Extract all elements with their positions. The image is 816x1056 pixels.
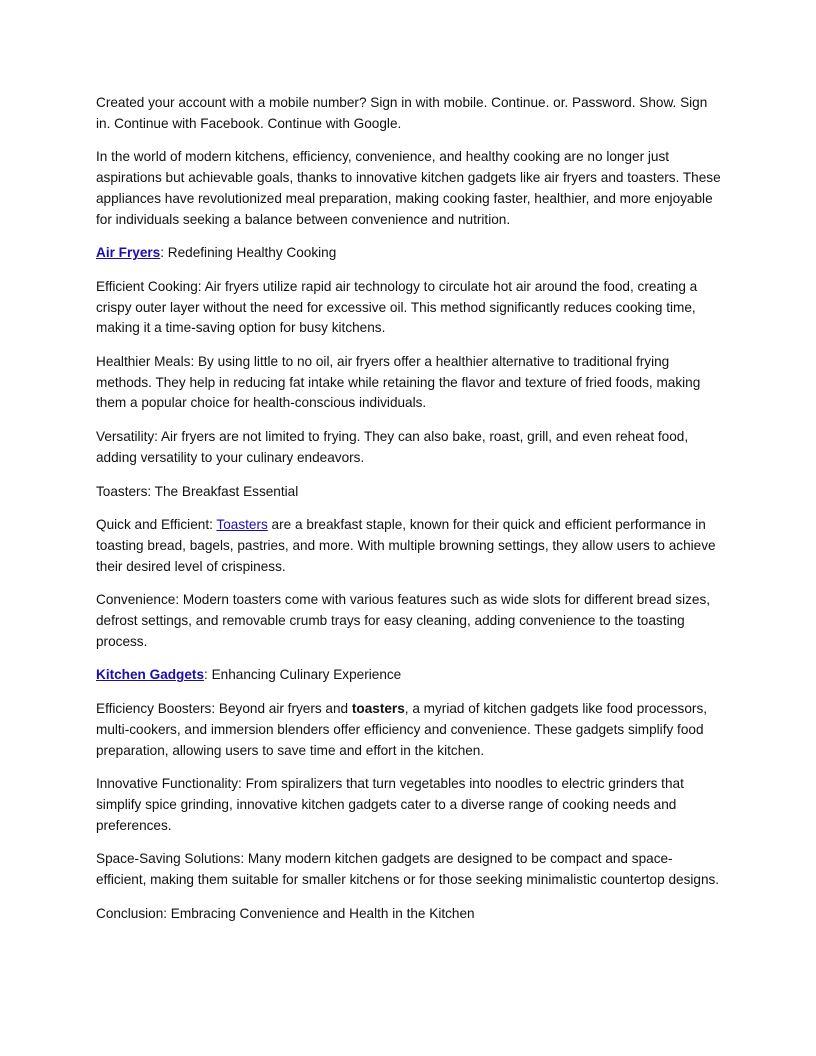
quick-efficient-text: are a breakfast staple, known for their quick and efficient performance in toasting bread, bagels, pastries, and more. With multiple browning settings, they allow users to achieve their desired level of crispiness. xyxy=(96,517,716,574)
space-saving-paragraph: Space-Saving Solutions: Many modern kitchen gadgets are designed to be compact and space-efficient, making them suitable for smaller kitchens or for those seeking minimalistic countertop designs. xyxy=(96,851,720,888)
convenience-paragraph: Convenience: Modern toasters come with various features such as wide slots for different bread sizes, defrost settings, and removable crumb trays for easy cleaning, adding convenience to the toasting process. xyxy=(96,592,711,649)
conclusion-heading: Conclusion: Embracing Convenience and Health in the Kitchen xyxy=(96,905,475,921)
efficiency-boosters-text: , a myriad of kitchen gadgets like food processors, multi-cookers, and immersion blenders offer efficiency and convenience. These gadgets simplify food preparation, allowing users to save time and effort in the kitchen. xyxy=(96,701,708,758)
quick-efficient-paragraph xyxy=(96,515,722,577)
toasters-link[interactable]: Toasters xyxy=(216,517,268,533)
quick-efficient-prefix: Quick and Efficient: xyxy=(96,517,217,533)
kitchen-gadgets-heading xyxy=(96,665,722,686)
healthier-meals-paragraph: Healthier Meals: By using little to no oil, air fryers offer a healthier alternative to traditional frying methods. They help in reducing fat intake while retaining the flavor and texture of fried foods, making them a popular choice for health-conscious individuals. xyxy=(96,354,701,411)
signin-paragraph: Created your account with a mobile number? Sign in with mobile. Continue. or. Password. Show. Sign in. Continue with Facebook. Continue with Google. xyxy=(96,95,708,131)
efficiency-boosters-bold: toasters xyxy=(351,701,405,717)
intro-paragraph: In the world of modern kitchens, efficiency, convenience, and healthy cooking are no longer just aspirations but achievable goals, thanks to innovative kitchen gadgets like air fryers and toasters. These appliances have revolutionized meal preparation, making cooking faster, healthier, and more enjoyable for individuals seeking a balance between convenience and nutrition. xyxy=(96,149,721,227)
document-page xyxy=(96,93,722,938)
innovative-functionality-paragraph: Innovative Functionality: From spiralizers that turn vegetables into noodles to electric grinders that simplify spice grinding, innovative kitchen gadgets cater to a diverse range of cooking needs and preferences. xyxy=(96,776,684,833)
efficiency-boosters-paragraph xyxy=(96,699,722,761)
efficient-cooking-paragraph: Efficient Cooking: Air fryers utilize rapid air technology to circulate hot air around the food, creating a crispy outer layer without the need for excessive oil. This method significantly reduces cooking time, making it a time-saving option for busy kitchens. xyxy=(96,278,698,336)
air-fryers-heading-text: : Redefining Healthy Cooking xyxy=(160,245,337,261)
air-fryers-heading xyxy=(96,243,722,264)
kitchen-gadgets-heading-text: : Enhancing Culinary Experience xyxy=(204,667,402,683)
air-fryers-link[interactable]: Air Fryers xyxy=(96,245,161,261)
toasters-heading: Toasters: The Breakfast Essential xyxy=(96,483,299,499)
efficiency-boosters-prefix: Efficiency Boosters: Beyond air fryers and xyxy=(96,701,352,717)
versatility-paragraph: Versatility: Air fryers are not limited to frying. They can also bake, roast, grill, and even reheat food, adding versatility to your culinary endeavors. xyxy=(96,429,689,465)
kitchen-gadgets-link[interactable]: Kitchen Gadgets xyxy=(96,667,205,683)
